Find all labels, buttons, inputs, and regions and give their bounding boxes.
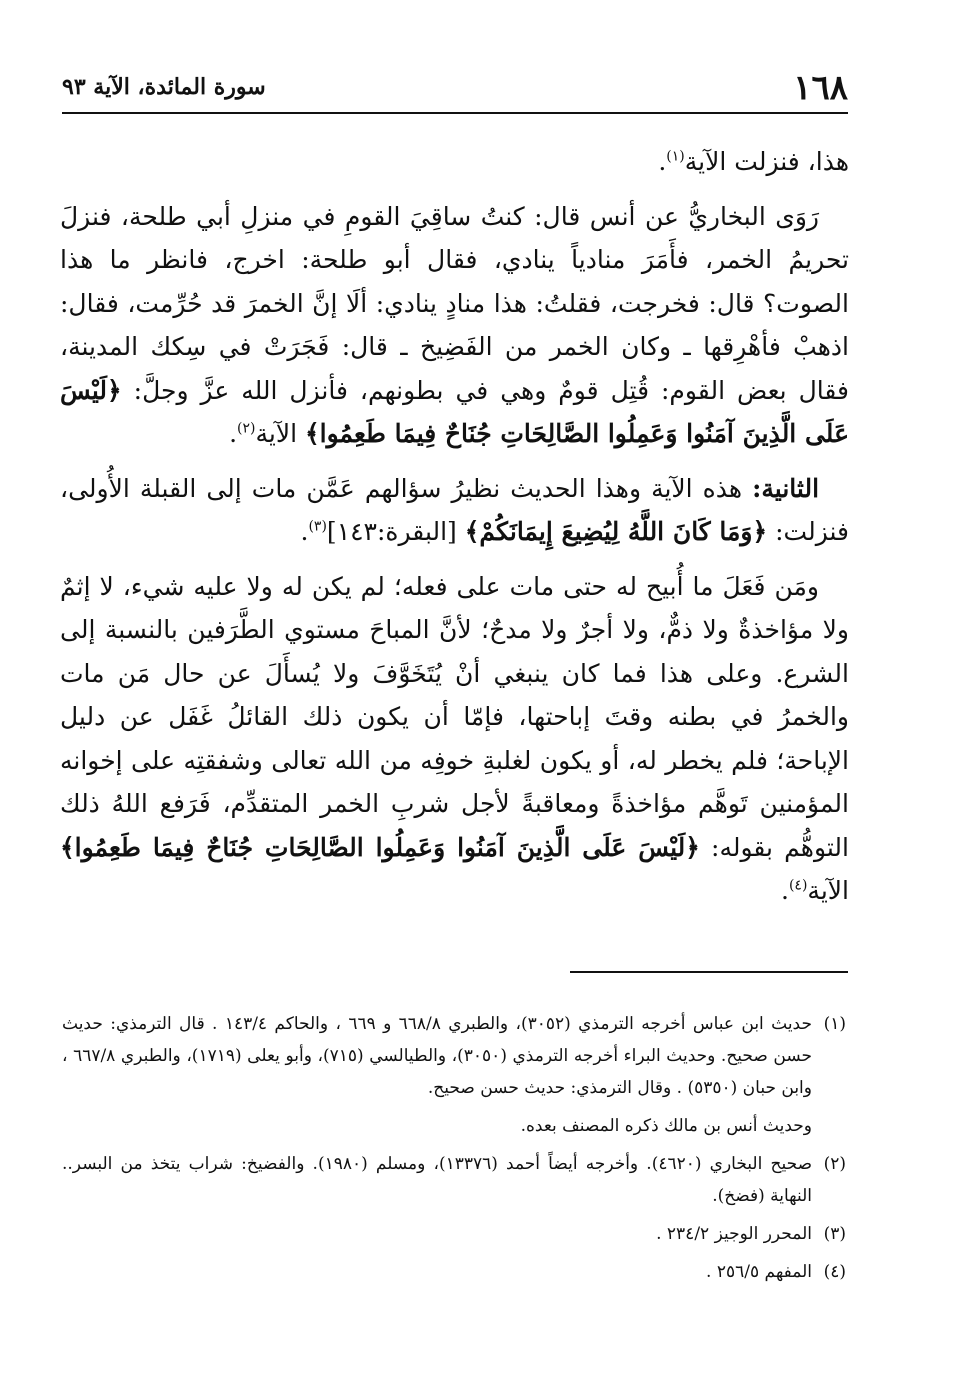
footnote-text: المفهم ٢٥٦/٥ . — [706, 1262, 812, 1282]
footnote-text: المحرر الوجيز ٢٣٤/٢ . — [656, 1224, 812, 1244]
paragraph-text: ومَن فَعَلَ ما أُبيح له حتى مات على فعله؛ لم يكن له ولا عليه شيء، لا إثمٌ ولا مؤاخذةٌ ولا ذمٌّ، ولا أجرٌ ولا مدحٌ؛ لأنَّ المباحَ مستوي الطَّرَفين بالنسبة إلى الشرع. وعلى هذا فما كان ينبغي أنْ يُتَخَوَّفَ ولا يُسأَلَ عن حال مَن مات والخمرُ في بطنه وقتَ إباحتها، فإمّا أن يكون ذلك القائلُ غَفَل عن دليل الإباحة؛ فلم يخطر له، أو يكون لغلبةِ خوفِه من الله تعالى وشفقتِه على إخوانه المؤمنين تَوهَّم مؤاخذةً ومعاقبةً لأجل شربِ الخمر المتقدِّم، فَرَفع اللهُ ذلك التوهُّم بقوله: — [60, 571, 849, 862]
quran-verse: ﴿لَيْسَ عَلَى الَّذِينَ آمَنُوا وَعَمِلُوا الصَّالِحَاتِ جُنَاحٌ فِيمَا طَعِمُوا﴾ — [60, 832, 700, 862]
punctuation: . — [229, 419, 238, 448]
footnote-text: حديث ابن عباس أخرجه الترمذي (٣٠٥٢)، والطبري ٦٦٨/٨ و ٦٦٩ ، والحاكم ١٤٣/٤ . قال الترمذي: حديث حسن صحيح. وحديث البراء أخرجه الترمذي (٣٠٥٠)، والطيالسي (٧١٥)، وأبو يعلى (١٧١٩)، والطبري ٦٦٧/٨ ، وابن حبان (٥٣٥٠) . وقال الترمذي: حديث حسن صحيح. — [62, 1014, 813, 1098]
quran-verse: ﴿لَيْسَ عَلَى الَّذِينَ آمَنُوا وَعَمِلُوا الصَّالِحَاتِ جُنَاحٌ فِيمَا طَعِمُوا﴾ — [60, 375, 849, 448]
paragraph-4 — [60, 565, 849, 913]
footnote-3 — [62, 1218, 846, 1250]
verse-suffix: الآية — [807, 876, 849, 905]
verse-citation: [البقرة:١٤٣] — [326, 517, 457, 546]
footnote-text: صحيح البخاري (٤٦٢٠). وأخرجه أيضاً أحمد (١٣٣٧٦)، ومسلم (١٩٨٠). والفضيخ: شراب يتخذ من البسر.. النهاية (فضخ). — [62, 1154, 812, 1206]
footnote-4 — [62, 1256, 846, 1288]
paragraph-text: هذه الآية وهذا الحديث نظيرُ سؤالهم عَمَّن مات إلى القبلة الأُولى، فنزلت: — [60, 473, 849, 546]
footnote-ref: (١) — [666, 148, 685, 165]
main-text — [60, 140, 849, 924]
footnotes — [62, 1008, 846, 1294]
footnote-2 — [62, 1148, 846, 1212]
punctuation: . — [781, 876, 789, 905]
footnote-ref: (٤) — [788, 877, 808, 894]
footnote-ref: (٣) — [308, 518, 327, 535]
footnote-number: (٤) — [823, 1262, 846, 1282]
footnote-1 — [62, 1008, 846, 1104]
running-title: سورة المائدة، الآية ٩٣ — [62, 74, 266, 100]
footnote-number: (٣) — [823, 1224, 846, 1244]
page-header — [62, 66, 848, 114]
quran-verse: ﴿وَمَا كَانَ اللَّهُ لِيُضِيعَ إِيمَانَكُمْ﴾ — [464, 517, 768, 546]
punctuation: . — [300, 517, 309, 546]
paragraph-3 — [60, 467, 849, 554]
paragraph-2 — [60, 195, 849, 456]
footnote-divider — [570, 971, 848, 973]
paragraph-text: هذا، فنزلت الآية — [684, 147, 849, 176]
punctuation: . — [658, 147, 667, 176]
section-label: الثانية: — [752, 473, 820, 503]
footnote-ref: (٢) — [237, 420, 256, 437]
footnote-number: (١) — [823, 1014, 846, 1034]
footnote-number: (٢) — [823, 1154, 846, 1174]
verse-suffix: الآية — [255, 419, 298, 448]
page-number: ١٦٨ — [793, 68, 848, 108]
paragraph-1 — [60, 140, 849, 184]
paragraph-text: رَوَى البخاريُّ عن أنس قال: كنتُ ساقِيَ القومِ في منزلِ أبي طلحة، فنزلَ تحريمُ الخمر، فأَمَرَ منادياً ينادي، فقال أبو طلحة: اخرج، فانظر ما هذا الصوت؟ قال: فخرجت، فقلتُ: هذا منادٍ ينادي: ألَا إنَّ الخمرَ قد حُرِّمت، فقال: اذهبْ فأهْرِقها ـ وكان الخمر من الفَضِيخ ـ قال: فَجَرَتْ في سِكك المدينة، فقال بعض القوم: قُتِل قومٌ وهي في بطونهم، فأنزل الله عزَّ وجلَّ: — [60, 201, 849, 405]
footnote-1-continuation: وحديث أنس بن مالك ذكره المصنف بعده. — [520, 1116, 812, 1136]
